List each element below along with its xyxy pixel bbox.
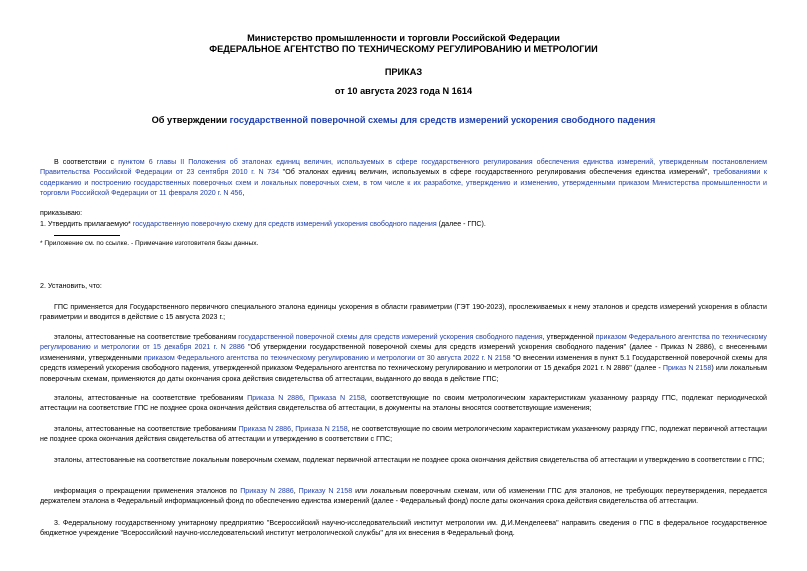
document-type: ПРИКАЗ	[384, 67, 423, 77]
link-order-2886[interactable]: приказом Федерального агентства по техническому регулированию и метрологии от 15 декабря 2021 г. N 2886	[40, 333, 767, 352]
text-span: информация о прекращении применения эталонов по	[54, 487, 241, 495]
link-gps-approve[interactable]: государственную поверочную схему для средств измерений ускорения свободного падения	[132, 220, 437, 228]
agency-name: ФЕДЕРАЛЬНОЕ АГЕНТСТВО ПО ТЕХНИЧЕСКОМУ РЕГУЛИРОВАНИЮ И МЕТРОЛОГИИ	[209, 44, 598, 54]
text-span: 1. Утвердить прилагаемую*	[40, 220, 133, 228]
item-3: 3. Федеральному государственному унитарному предприятию "Всероссийский научно-исследовательский институт метрологии им. Д.И.Менделеева" направить сведения о ГПС в федеральное государственное бюджетное учреждение "Всероссийский научно-исследовательский институт метрологической службы" для их внесения в Федеральный фонд.	[40, 519, 767, 538]
text-span: (далее - ГПС).	[436, 220, 486, 228]
link-order-2158[interactable]: Приказу N 2158	[298, 487, 353, 495]
orders-line: приказываю:	[40, 209, 83, 217]
ministry-name: Министерство промышленности и торговли Российской Федерации	[247, 33, 560, 43]
link-order-2158[interactable]: Приказа N 2158	[295, 425, 348, 433]
footnote-divider	[54, 235, 120, 236]
text-span: "О внесении изменения в пункт 5.1 Государственной поверочной схемы для средств измерений ускорения свободного падения, утвержденной приказом Федерального агентства по техническому регулированию и метрологии от 15 декабря 2021 г. N 2886" (далее -	[40, 353, 767, 373]
link-order-456[interactable]: требованиями к содержанию и построению государственных поверочных схем и локальных поверочных схем, в том числе к их разработке, утверждению и изменению, утвержденными приказом Министерства промышленности и торговли Российской Федерации от 11 февраля 2020 г. N 456	[40, 168, 767, 198]
information-paragraph	[40, 486, 767, 507]
text-span: "Об утверждении государственной поверочной схемы для средств измерений ускорения свободного падения" (далее - Приказ N 2886), с внесенными изменениями, утвержденными	[40, 343, 767, 362]
text-span: ,	[303, 394, 309, 402]
title-link[interactable]: государственной поверочной схемы для средств измерений ускорения свободного падения	[229, 115, 656, 125]
item-1	[40, 219, 767, 229]
link-order-2886[interactable]: Приказа N 2886	[247, 394, 304, 402]
link-order-2886[interactable]: Приказу N 2886	[240, 487, 294, 495]
link-order-2158-short[interactable]: Приказ N 2158	[662, 364, 712, 373]
document-header	[0, 33, 807, 55]
text-span: эталоны, аттестованные на соответствие требованиям	[54, 425, 239, 433]
document-title	[0, 115, 807, 126]
text-span: , соответствующие по своим метрологическим характеристикам указанному разряду ГПС, подлежат периодической аттестации на соответствие ГПС не позднее срока окончания действия свидетельства об аттестации, в документы на эталоны вносятся соответствующие изменения;	[40, 394, 767, 413]
link-gps-scheme[interactable]: государственной поверочной схемы для средств измерений ускорения свободного падения	[238, 333, 543, 341]
preamble-paragraph	[40, 157, 767, 199]
text-span: или локальным поверочным схемам, или об изменении ГПС для эталонов, не требующих переутверждения, передается держателем эталона в Федеральный информационный фонд по обеспечению единства измерений (далее - Федеральный фонд) после даты окончания срока действия свидетельства об аттестации.	[40, 487, 767, 506]
text-span: ,	[291, 425, 296, 433]
text-span: "Об эталонах единиц величин, используемых в сфере государственного регулирования обеспечения единства измерений",	[279, 168, 714, 177]
link-order-2158[interactable]: Приказа N 2158	[308, 394, 365, 402]
text-span: ) или локальным поверочным схемам, применяются до даты окончания срока действия свидетельства об аттестации, выданного до ввода в действие ГПС;	[40, 364, 767, 383]
text-span: эталоны, аттестованные на соответствие требованиям	[54, 394, 248, 402]
text-span: В соответствии с	[54, 158, 119, 166]
standards-paragraph-3	[40, 424, 767, 445]
standards-paragraph-4: эталоны, аттестованные на соответствие локальным поверочным схемам, подлежат первичной аттестации не позднее срока окончания действия свидетельства об аттестации и утверждению в соответствии с ГПС;	[54, 456, 765, 464]
link-regulation-734[interactable]: пунктом 6 главы II Положения об эталонах единиц величин, используемых в сфере государственного регулирования обеспечения единства измерений, утвержденным постановлением Правительства Российской Федерации от 23 сентября 2010 г. N 734	[40, 158, 768, 177]
footnote: * Приложение см. по ссылке. - Примечание изготовителя базы данных.	[40, 240, 259, 247]
standards-paragraph-2	[40, 393, 767, 414]
standards-paragraph-1	[40, 332, 767, 384]
gps-application-paragraph: ГПС применяется для Государственного первичного специального эталона единицы ускорения в области гравиметрии (ГЭТ 190-2023), прослеживаемых к нему эталонов и средств измерений ускорения в области гравиметрии и вводится в действие с 15 августа 2023 г.;	[40, 303, 767, 322]
text-span: , утвержденной	[542, 333, 596, 341]
item-2: 2. Установить, что:	[40, 282, 102, 290]
link-order-2886[interactable]: Приказа N 2886	[238, 425, 292, 433]
text-span: , не соответствующие по своим метрологическим характеристикам указанному разряду ГПС, подлежат первичной аттестации не позднее срока окончания действия свидетельства об аттестации и утверждению в соответствии с ГПС;	[40, 425, 767, 444]
title-prefix: Об утверждении	[151, 115, 230, 125]
text-span: эталоны, аттестованные на соответствие требованиям	[54, 333, 239, 341]
text-span: ,	[242, 189, 245, 198]
document-date-number: от 10 августа 2023 года N 1614	[334, 86, 473, 96]
link-order-2158[interactable]: приказом Федерального агентства по техническому регулированию и метрологии от 30 августа 2022 г. N 2158	[143, 353, 511, 362]
text-span: ,	[293, 487, 299, 495]
